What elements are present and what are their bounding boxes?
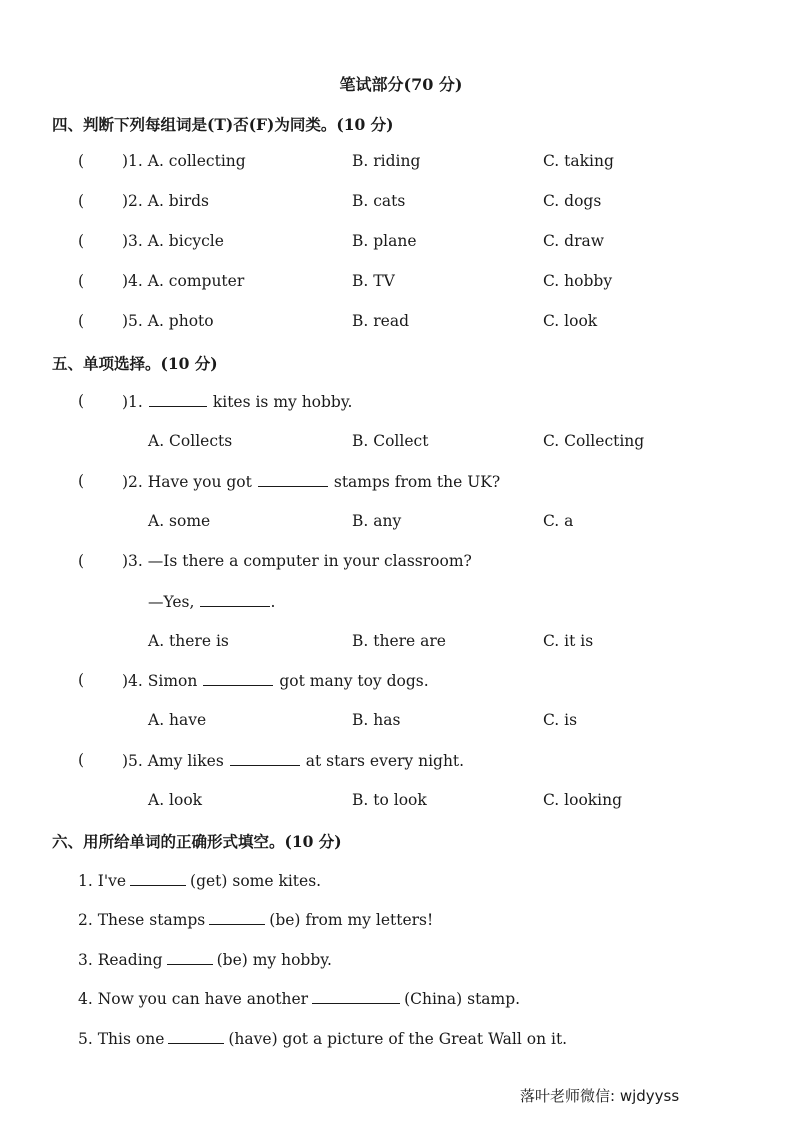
s4-item-4 xyxy=(0,272,802,294)
s6-item-1-pre: 1. I've xyxy=(78,872,127,890)
s4-item-2-a: )2. A. birds xyxy=(122,192,209,210)
s6-item-5 xyxy=(78,1029,567,1048)
s5-q2-pre: )2. Have you got xyxy=(122,473,252,491)
s5-q5-b: B. to look xyxy=(352,791,427,809)
s5-q4-stem xyxy=(122,671,429,690)
answer-paren: ( xyxy=(78,272,85,290)
s5-q1-stem xyxy=(122,392,352,411)
s5-q3-line2 xyxy=(148,592,275,611)
s5-q5-options xyxy=(0,791,802,813)
s4-item-4-c: C. hobby xyxy=(543,272,613,290)
s5-q4 xyxy=(0,671,802,693)
answer-blank[interactable] xyxy=(200,592,270,607)
s5-q5 xyxy=(0,751,802,773)
s5-q4-post: got many toy dogs. xyxy=(279,672,429,690)
s5-q2-b: B. any xyxy=(352,512,402,530)
s4-item-3-c: C. draw xyxy=(543,232,605,250)
s4-item-1-a: )1. A. collecting xyxy=(122,152,246,170)
s4-item-5-c: C. look xyxy=(543,312,598,330)
answer-paren: ( xyxy=(78,552,85,570)
s4-item-1-b: B. riding xyxy=(352,152,421,170)
s5-q2-post: stamps from the UK? xyxy=(333,473,501,491)
answer-blank[interactable] xyxy=(203,671,273,686)
answer-blank[interactable] xyxy=(168,1029,224,1044)
s5-q3 xyxy=(0,552,802,574)
answer-paren: ( xyxy=(78,671,85,689)
s5-q4-a: A. have xyxy=(148,711,207,729)
s5-q5-a: A. look xyxy=(148,791,203,809)
s5-q3-c: C. it is xyxy=(543,632,594,650)
s5-q5-post: at stars every night. xyxy=(305,752,465,770)
s4-item-4-a: )4. A. computer xyxy=(122,272,245,290)
s6-item-3-pre: 3. Reading xyxy=(78,951,163,969)
s4-item-5-a: )5. A. photo xyxy=(122,312,214,330)
s5-q4-b: B. has xyxy=(352,711,401,729)
s4-item-1-c: C. taking xyxy=(543,152,614,170)
s5-q1-pre: )1. xyxy=(122,393,143,411)
s4-item-3-b: B. plane xyxy=(352,232,417,250)
s6-item-3 xyxy=(78,950,332,969)
s5-q1-post: kites is my hobby. xyxy=(212,393,353,411)
s6-item-3-post: (be) my hobby. xyxy=(216,951,332,969)
s5-q3-options xyxy=(0,632,802,654)
s6-item-1-post: (get) some kites. xyxy=(190,872,322,890)
s6-item-2 xyxy=(78,910,433,929)
answer-blank[interactable] xyxy=(258,472,328,487)
s4-item-2-c: C. dogs xyxy=(543,192,602,210)
s5-q4-pre: )4. Simon xyxy=(122,672,198,690)
s6-item-1 xyxy=(78,871,321,890)
answer-paren: ( xyxy=(78,312,85,330)
answer-paren: ( xyxy=(78,751,85,769)
footer-contact: 落叶老师微信: wjdyyss xyxy=(520,1087,680,1105)
s5-q2-c: C. a xyxy=(543,512,574,530)
s6-item-5-pre: 5. This one xyxy=(78,1030,165,1048)
s5-q2 xyxy=(0,472,802,494)
s6-item-4-post: (China) stamp. xyxy=(404,990,521,1008)
answer-paren: ( xyxy=(78,392,85,410)
s5-q2-a: A. some xyxy=(148,512,211,530)
s5-q3-period: . xyxy=(270,593,276,611)
answer-blank[interactable] xyxy=(230,751,300,766)
page-title: 笔试部分(70 分) xyxy=(339,75,463,94)
answer-paren: ( xyxy=(78,232,85,250)
s5-q1-c: C. Collecting xyxy=(543,432,645,450)
s4-item-5-b: B. read xyxy=(352,312,409,330)
s5-q3-a: A. there is xyxy=(148,632,229,650)
answer-blank[interactable] xyxy=(209,910,265,925)
answer-paren: ( xyxy=(78,472,85,490)
s6-item-2-post: (be) from my letters! xyxy=(269,911,434,929)
s4-item-4-b: B. TV xyxy=(352,272,395,290)
s4-item-2 xyxy=(0,192,802,214)
s5-q5-pre: )5. Amy likes xyxy=(122,752,224,770)
s5-q1-a: A. Collects xyxy=(148,432,233,450)
s5-q2-options xyxy=(0,512,802,534)
s5-q5-c: C. looking xyxy=(543,791,623,809)
answer-paren: ( xyxy=(78,192,85,210)
s5-q3-b: B. there are xyxy=(352,632,446,650)
answer-blank[interactable] xyxy=(312,989,400,1004)
s4-item-2-b: B. cats xyxy=(352,192,406,210)
answer-blank[interactable] xyxy=(149,392,207,407)
s4-item-1 xyxy=(0,152,802,174)
section-5-heading: 五、单项选择。(10 分) xyxy=(52,354,218,373)
s5-q1-options xyxy=(0,432,802,454)
s6-item-4-pre: 4. Now you can have another xyxy=(78,990,309,1008)
s5-q4-c: C. is xyxy=(543,711,578,729)
s5-q3-yes: —Yes, xyxy=(148,593,195,611)
s5-q2-stem xyxy=(122,472,500,491)
answer-blank[interactable] xyxy=(167,950,213,965)
s6-item-5-post: (have) got a picture of the Great Wall on it. xyxy=(228,1030,568,1048)
section-6-heading: 六、用所给单词的正确形式填空。(10 分) xyxy=(52,832,342,851)
s5-q3-answer-line xyxy=(0,592,802,614)
s6-item-2-pre: 2. These stamps xyxy=(78,911,206,929)
s5-q5-stem xyxy=(122,751,464,770)
s5-q3-line1: )3. —Is there a computer in your classroom? xyxy=(122,552,472,570)
s5-q1 xyxy=(0,392,802,414)
s5-q4-options xyxy=(0,711,802,733)
s4-item-5 xyxy=(0,312,802,334)
answer-paren: ( xyxy=(78,152,85,170)
s4-item-3 xyxy=(0,232,802,254)
s6-item-4 xyxy=(78,989,520,1008)
s5-q1-b: B. Collect xyxy=(352,432,429,450)
answer-blank[interactable] xyxy=(130,871,186,886)
s4-item-3-a: )3. A. bicycle xyxy=(122,232,224,250)
section-4-heading: 四、判断下列每组词是(T)否(F)为同类。(10 分) xyxy=(52,115,394,134)
